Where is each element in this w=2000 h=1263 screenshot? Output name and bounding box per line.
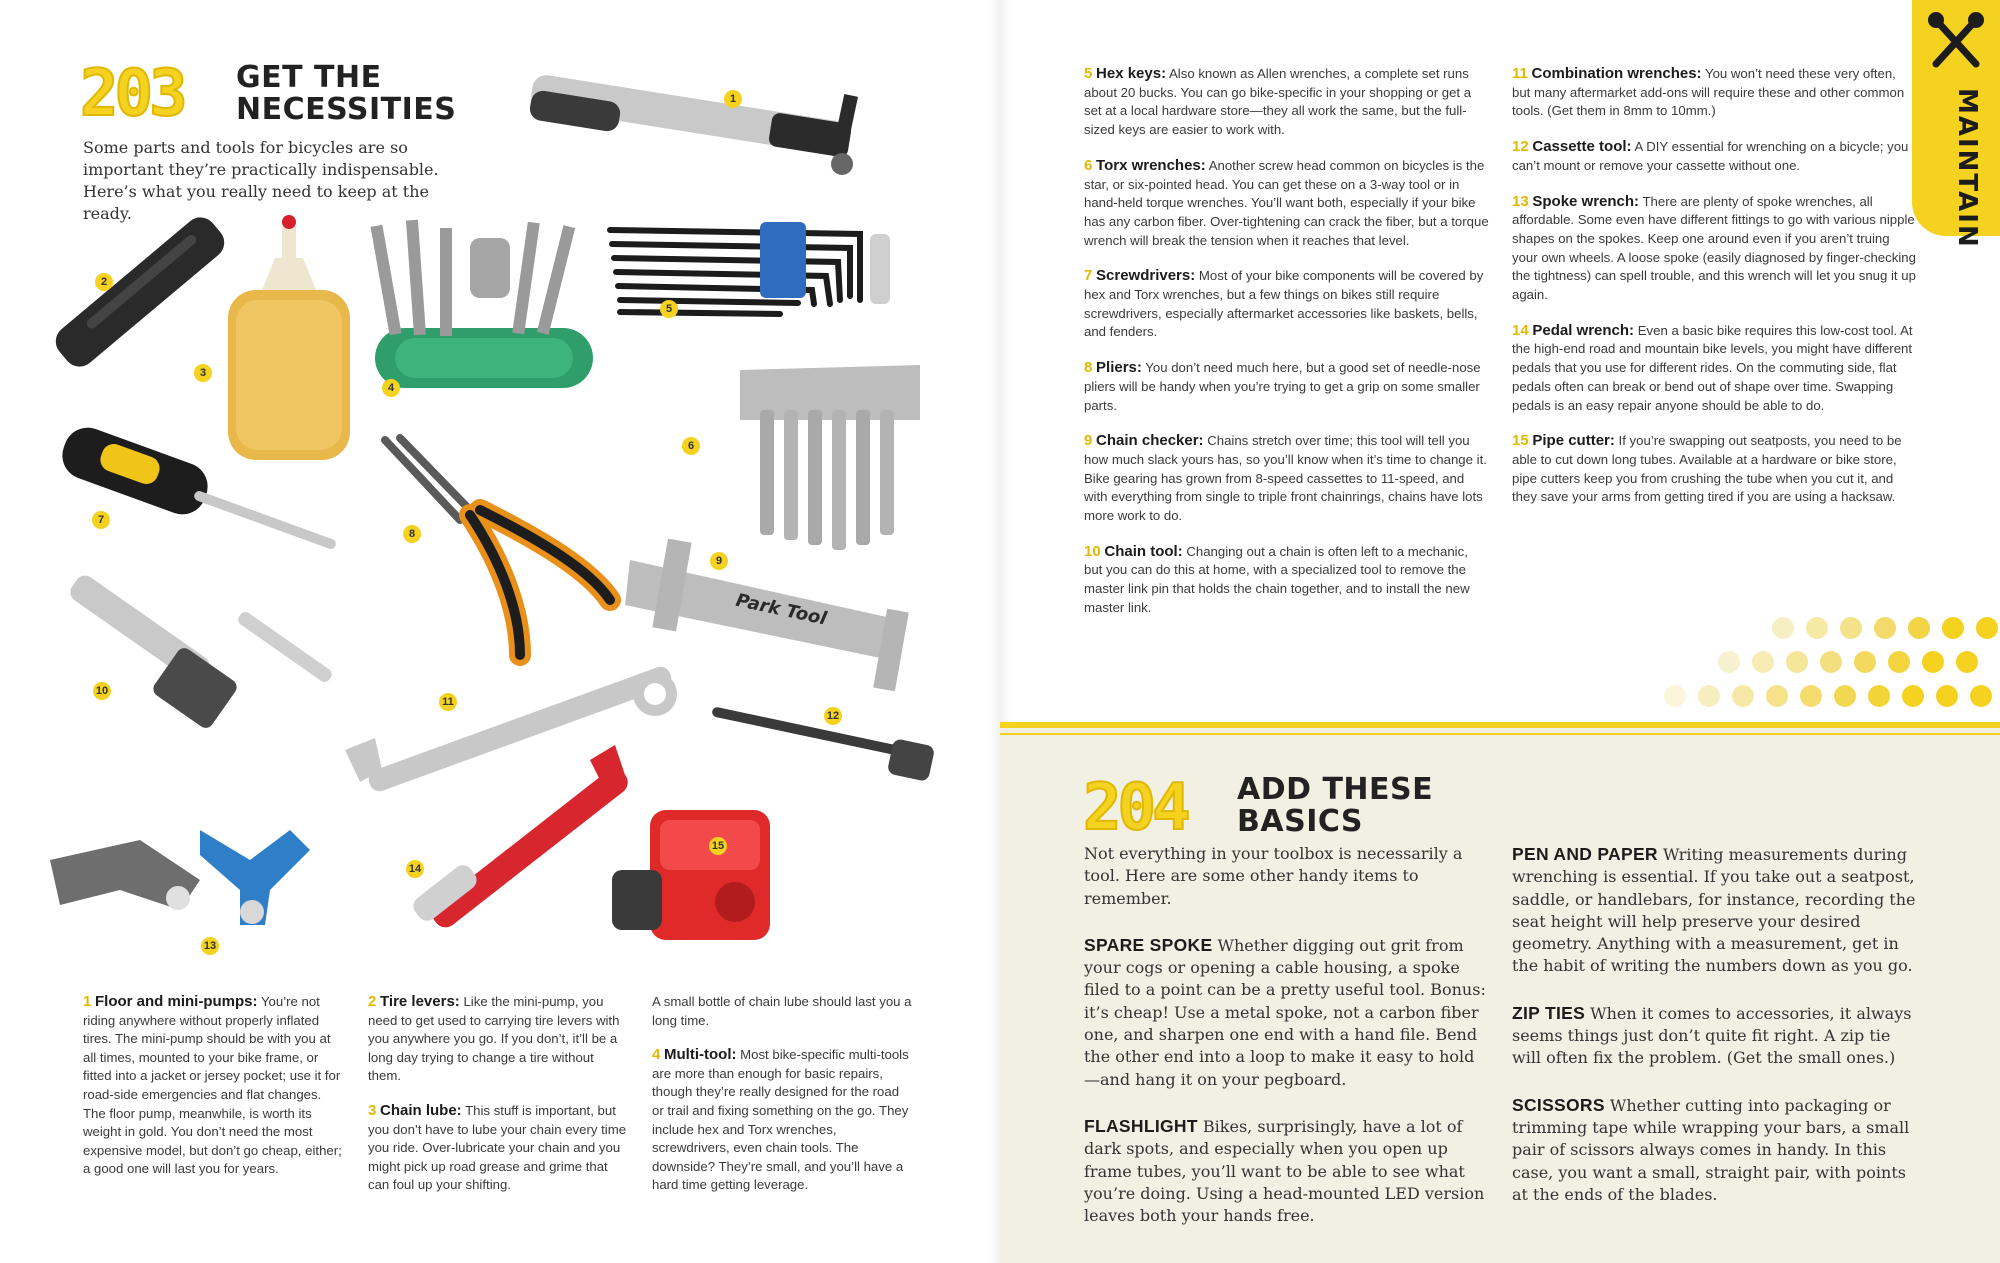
photo-label-10: 10 <box>93 682 111 700</box>
section-203-intro: Some parts and tools for bicycles are so important they’re practically indispensable. Here’s what you really need to keep at the ready. <box>83 138 439 223</box>
basics-entry-zip-ties: ZIP TIES When it comes to accessories, it always seems things just don’t quite fit right. A zip tie will often fix the problem. (Get the small ones.) <box>1512 1002 1912 1068</box>
tool-entry-14: 14 Pedal wrench: Even a basic bike requires this low-cost tool. At the high-end road and mountain bike levels, you might have different pedals that you use for different rides. On the commuting side, flat pedals often can break or bend out of shape over time. Swapping pedals is an easy repair anyone should be able to do. <box>1512 321 1913 413</box>
basics-entry-spare-spoke: SPARE SPOKE Whether digging out grit from your cogs or opening a cable housing, a spoke filed to a point can be a pretty useful tool. Bonus: it’s cheap! Use a metal spoke, not a carbon fiber one, and sharpen one end with a hand file. Bend the other end into a loop to make it easy to hold—and hang it on your pegboard. <box>1084 934 1486 1089</box>
section-204-number: 204 <box>1083 771 1187 845</box>
photo-label-15: 15 <box>709 837 727 855</box>
basics-col-2 <box>1512 843 1917 1230</box>
basics-intro: Not everything in your toolbox is necessarily a tool. Here are some other handy items to remember. <box>1084 844 1463 908</box>
combination-wrench-icon <box>345 664 677 794</box>
tool-entry-11: 11 Combination wrenches: You won’t need these very often, but many aftermarket add-ons will require these and other common tools. (Get them in 8mm to 10mm.) <box>1512 65 1905 119</box>
pliers-icon <box>385 438 610 655</box>
photo-label-9: 9 <box>710 552 728 570</box>
photo-label-7: 7 <box>92 511 110 529</box>
tool-entry-10: 10 Chain tool: Changing out a chain is often left to a mechanic, but you can do this at home, with a specialized tool to remove the master link pin that holds the chain together, and to install the new master link. <box>1084 542 1470 615</box>
basics-entry-pen-paper: PEN AND PAPER Writing measurements during wrenching is essential. If you take out a seatpost, saddle, or handlebars, for instance, recording the seat height will help preserve your desired geometry. Anything with a measurement, get in the habit of writing the numbers down as you go. <box>1512 844 1916 976</box>
basics-entry-flashlight: FLASHLIGHT Bikes, surprisingly, have a lot of dark spots, and especially when you open up frame tubes, you’ll want to be able to see what you’re doing. Using a head-mounted LED version leaves both your hands free. <box>1084 1115 1485 1226</box>
tools-col-5 <box>1512 65 1917 524</box>
section-203-number: 203 <box>80 57 184 131</box>
tire-lever-icon <box>49 211 230 373</box>
photo-label-14: 14 <box>406 860 424 878</box>
tool-entry-12: 12 Cassette tool: A DIY essential for wrenching on a bicycle; you can’t mount or remove your cassette without one. <box>1512 138 1909 173</box>
photo-label-4: 4 <box>382 379 400 397</box>
tools-col-1 <box>83 993 345 1195</box>
chain-tool-icon <box>66 572 334 731</box>
tool-entry-9: 9 Chain checker: Chains stretch over time; this tool will tell you how much slack yours has, so you’ll know when it’s time to change it. Bike gearing has grown from 8-speed cassettes to 11-speed, and with everything from single to triple front chainrings, chains have lots more work to do. <box>1084 432 1487 524</box>
chain-checker-icon <box>625 539 909 692</box>
spoke-wrenches-icon <box>50 830 310 925</box>
tool-entry-5: 5 Hex keys: Also known as Allen wrenches, a complete set runs about 20 bucks. You can go bike-specific in your shopping or get a set at a local hardware store—they all work the same, but the full-sized keys are easier to work with. <box>1084 65 1472 138</box>
tool-entry-7: 7 Screwdrivers: Most of your bike components will be covered by hex and Torx wrenches, but a few things on bikes still require screwdrivers, especially aftermarket accessories like baskets, bells, and fenders. <box>1084 267 1484 340</box>
tools-col-2 <box>368 993 630 1211</box>
tool-entry-3-continued: A small bottle of chain lube should last you a long time. <box>652 994 912 1028</box>
section-204-title <box>1237 774 1433 838</box>
section-203-title-line1: GET THE <box>236 60 382 95</box>
photo-label-6: 6 <box>682 437 700 455</box>
section-204-title-line2: BASICS <box>1237 804 1364 839</box>
photo-label-11: 11 <box>439 693 457 711</box>
section-204-title-line1: ADD THESE <box>1237 772 1434 807</box>
basics-col-1 <box>1084 843 1489 1251</box>
tools-col-4 <box>1084 65 1489 635</box>
park-tool-brand: Park Tool <box>733 589 829 630</box>
pipe-cutter-icon <box>612 810 770 940</box>
torx-wrenches-icon <box>740 365 920 550</box>
photo-label-1: 1 <box>724 90 742 108</box>
crossed-tools-icon <box>1926 10 1986 74</box>
photo-label-3: 3 <box>194 364 212 382</box>
chain-lube-bottle-icon <box>228 215 350 460</box>
basics-entry-scissors: SCISSORS Whether cutting into packaging or trimming tape while wrapping your bars, a small pair of scissors always comes in handy. In this case, you want a small, straight pair, with points at the ends of the blades. <box>1512 1094 1910 1204</box>
tool-entry-3: 3 Chain lube: This stuff is important, but you don’t have to lube your chain every time you ride. Over-lubricate your chain and you might pick up road grease and grime that can foul up your shifting. <box>368 1101 627 1193</box>
hex-keys-icon <box>610 222 890 314</box>
tools-illustration <box>0 0 1000 980</box>
panel-top-rule-thin <box>1000 733 2000 735</box>
photo-label-5: 5 <box>660 300 678 318</box>
photo-label-12: 12 <box>824 707 842 725</box>
pedal-wrench-icon <box>409 745 632 932</box>
side-tab-label: MAINTAIN <box>1952 88 1982 249</box>
mini-pump-icon <box>528 73 858 175</box>
panel-top-rule <box>1000 722 2000 728</box>
photo-label-8: 8 <box>403 525 421 543</box>
photo-label-2: 2 <box>95 273 113 291</box>
tool-entry-13: 13 Spoke wrench: There are plenty of spoke wrenches, all affordable. Some even have different fittings to go with various nipple shapes on the spokes. Keep one around even if you aren’t truing your own wheels. A loose spoke (easily diagnosed by finger-checking the tightness) can spell trouble, and this wrench will let you snug it up again. <box>1512 192 1916 303</box>
section-203-title-line2: NECESSITIES <box>236 92 457 127</box>
multi-tool-icon <box>371 220 593 388</box>
tool-entry-8: 8 Pliers: You don’t need much here, but a good set of needle-nose pliers will be handy when you’re trying to get a grip on some smaller parts. <box>1084 359 1481 413</box>
tools-col-3 <box>652 993 914 1211</box>
tool-entry-15: 15 Pipe cutter: If you’re swapping out seatposts, you need to be able to cut down long tubes. Available at a hardware or bike store, pipe cutters keep you from crushing the tube when you cut it, and they save your arms from getting tired if you are using a hacksaw. <box>1512 432 1902 505</box>
tool-entry-2: 2 Tire levers: Like the mini-pump, you need to get used to carrying tire levers with you anywhere you go. If you don’t, it’ll be a long day trying to change a tire without them. <box>368 993 620 1084</box>
tool-entry-1: 1 Floor and mini-pumps: You’re not riding anywhere without properly inflated tires. The mini-pump should be with you at all times, mounted to your bike frame, or fitted into a jacket or jersey pocket; use it for road-side emergencies and flat changes. The floor pump, meanwhile, is worth its weight in gold. You don’t need the most expensive model, but don’t go cheap, either; a good one will last you for years. <box>83 993 342 1177</box>
photo-label-13: 13 <box>201 937 219 955</box>
tool-entry-4: 4 Multi-tool: Most bike-specific multi-tools are more than enough for basic repairs, though they’re really designed for the road or trail and fixing something on the go. They include hex and Torx wrenches, screwdrivers, even chain tools. The downside? They’re small, and you’ll have a hard time getting leverage. <box>652 1046 909 1193</box>
tool-entry-6: 6 Torx wrenches: Another screw head common on bicycles is the star, or six-pointed head. You can get these on a 3-way tool or in hand-held torque wrenches. You’ll want both, especially if your bike has any carbon fiber. Over-tightening can crack the fiber, but a torque wrench will break the tension when it reaches that level. <box>1084 156 1489 248</box>
